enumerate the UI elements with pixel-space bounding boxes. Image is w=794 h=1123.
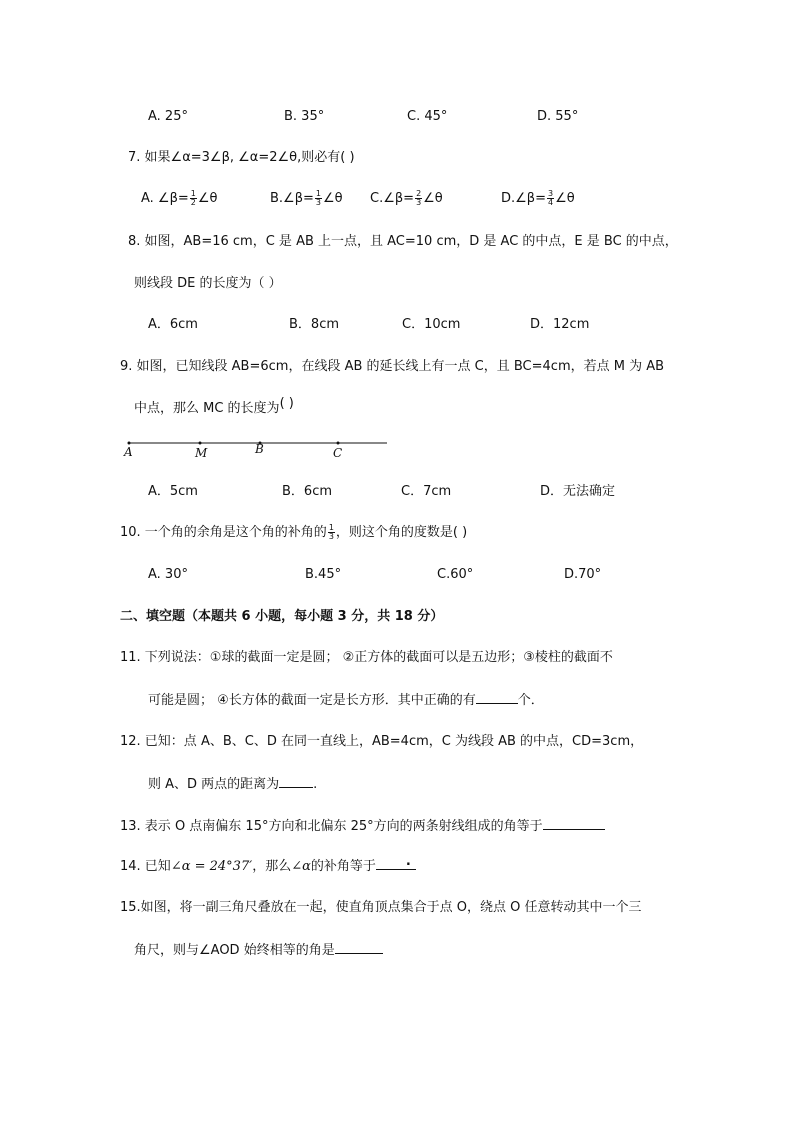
q8-option-c: C．10cm: [402, 317, 461, 332]
q10-option-d: D.70°: [564, 567, 602, 582]
q7-option-d: D.∠β= $\frac{3}{4}$ ∠θ: [501, 189, 575, 207]
point-m: [199, 442, 202, 445]
q6-option-b: B. 35°: [284, 109, 325, 124]
label-c: C: [333, 446, 343, 460]
q13-line: 13. 表示 O 点南偏东 15°方向和北偏东 25°方向的两条射线组成的角等于: [120, 817, 605, 836]
q10-stem: 10. 一个角的余角是这个角的补角的 $\frac{1}{3}$ ，则这个角的度数是( ): [120, 523, 468, 541]
q14-answer-blank[interactable]: .: [376, 857, 416, 870]
q11-line1: 11. 下列说法：①球的截面一定是圆； ②正方体的截面可以是五边形；③棱柱的截面不: [120, 650, 613, 665]
q9-option-a: A．5cm: [148, 484, 198, 499]
q6-option-a: A. 25°: [148, 109, 188, 124]
q7-stem: 7. 如果∠α=3∠β, ∠α=2∠θ,则必有( ): [128, 150, 355, 165]
label-m: M: [195, 446, 208, 460]
q8-option-b: B．8cm: [289, 317, 340, 332]
point-c: [337, 442, 340, 445]
section-heading-fill-in: 二、填空题（本题共 6 小题，每小题 3 分，共 18 分）: [120, 609, 444, 624]
q9-line2: 中点，那么 MC 的长度为( ): [134, 396, 294, 416]
q11-answer-blank[interactable]: [476, 691, 518, 704]
q7-option-b: B.∠β= $\frac{1}{3}$ ∠θ: [270, 189, 343, 207]
q9-line1: 9. 如图，已知线段 AB=6cm，在线段 AB 的延长线上有一点 C，且 BC=4cm，若点 M 为 AB: [120, 359, 665, 374]
q8-option-d: D．12cm: [530, 317, 590, 332]
q9-option-b: B．6cm: [282, 484, 333, 499]
q6-option-c: C. 45°: [407, 109, 448, 124]
q10-option-b: B.45°: [305, 567, 342, 582]
q10-option-c: C.60°: [437, 567, 474, 582]
label-b: B: [255, 442, 264, 456]
q15-answer-blank[interactable]: [335, 941, 383, 954]
q8-line2: 则线段 DE 的长度为（ ）: [134, 276, 282, 291]
q12-line2: 则 A、D 两点的距离为 .: [148, 777, 318, 792]
q15-line2: 角尺，则与∠AOD 始终相等的角是: [134, 941, 383, 960]
q11-line2: 可能是圆； ④长方体的截面一定是长方形．其中正确的有 个．: [148, 693, 544, 708]
label-a: A: [124, 445, 133, 459]
q8-line1: 8. 如图，AB=16 cm，C 是 AB 上一点，且 AC=10 cm，D 是 AC 的中点，E 是 BC 的中点，: [128, 234, 678, 249]
q9-option-c: C．7cm: [401, 484, 452, 499]
q12-line1: 12. 已知：点 A、B、C、D 在同一直线上，AB=4cm，C 为线段 AB 的中点，CD=3cm，: [120, 734, 644, 749]
q10-option-a: A. 30°: [148, 567, 188, 582]
q7-option-a: A. ∠β= $\frac{1}{2}$ ∠θ: [141, 189, 218, 207]
q6-option-d: D. 55°: [537, 109, 579, 124]
q7-option-c: C.∠β= $\frac{2}{3}$ ∠θ: [370, 189, 443, 207]
q8-option-a: A．6cm: [148, 317, 198, 332]
q9-option-d: D．无法确定: [540, 484, 616, 499]
q12-answer-blank[interactable]: [279, 775, 313, 788]
q9-paren: ( ): [279, 396, 294, 411]
q15-line1: 15.如图，将一副三角尺叠放在一起，使直角顶点集合于点 O，绕点 O 任意转动其中一个三: [120, 900, 642, 915]
q13-answer-blank[interactable]: [543, 817, 605, 830]
q14-line: 14. 已知∠α = 24°37′，那么∠α的补角等于 .: [120, 857, 416, 876]
